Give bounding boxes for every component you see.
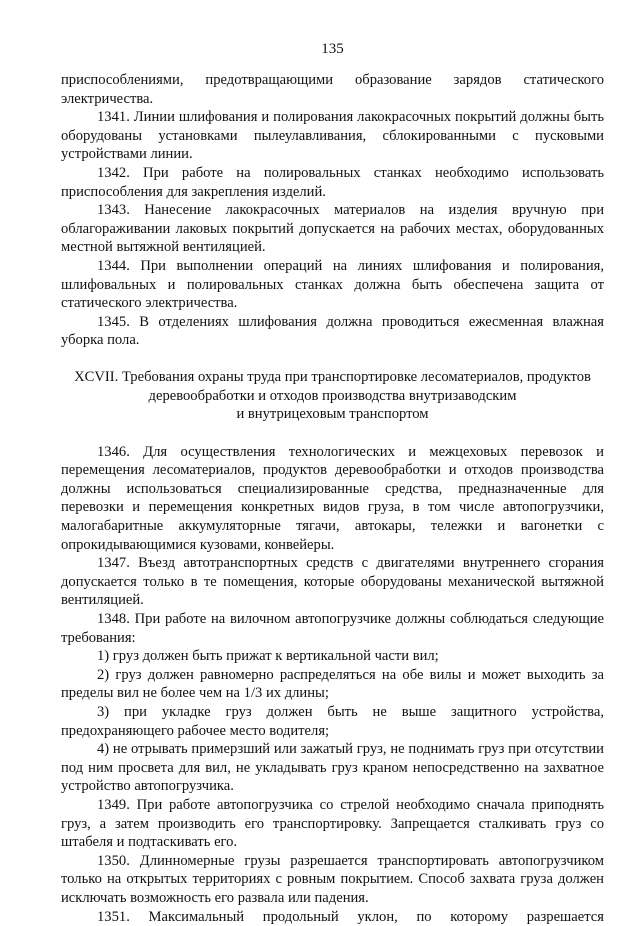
paragraph-1348-item-4: 4) не отрывать примерзший или зажатый груз, не поднимать груз при отсутствии под ним просвета для вил, не укладывать груз краном непосредственно на захватное устройство автопогрузчика. xyxy=(61,741,604,795)
paragraph-1345: 1345. В отделениях шлифования должна проводиться ежесменная влажная уборка пола. xyxy=(61,313,604,349)
paragraph-1341: 1341. Линии шлифования и полирования лакокрасочных покрытий должны быть оборудованы установками пылеулавливания, сблокированными с пусковыми устройствами линии. xyxy=(61,109,604,163)
paragraph-continuation: приспособлениями, предотвращающими образование зарядов статического электричества. xyxy=(61,72,604,107)
paragraph-1351: 1351. Максимальный продольный уклон, по которому разрешается xyxy=(97,908,604,925)
section-heading-line-2: деревообработки и отходов производства внутризаводским xyxy=(148,387,517,404)
paragraph-1347: 1347. Въезд автотранспортных средств с двигателями внутреннего сгорания допускается только в те помещения, которые оборудованы механической вытяжной вентиляцией. xyxy=(61,555,604,609)
section-heading-line-1: XCVII. Требования охраны труда при транспортировке лесоматериалов, продуктов xyxy=(74,368,591,385)
paragraph-1346: 1346. Для осуществления технологических и межцеховых перевозок и перемещения лесоматериалов, продуктов деревообработки и отходов производства должны использоваться специализированные средства, предназначенные для перевозки и перемещения конкретных видов груза, в том числе автопогрузчики, малогабаритные аккумуляторные тягачи, автокары, тележки и вагонетки с опрокидывающимися кузовами, конвейеры. xyxy=(61,443,604,553)
paragraph-1342: 1342. При работе на полировальных станках необходимо использовать приспособления для закрепления изделий. xyxy=(61,164,604,200)
paragraph-1349: 1349. При работе автопогрузчика со стрелой необходимо сначала приподнять груз, а затем производить его транспортировку. Запрещается сталкивать груз со штабеля и подтаскивать его. xyxy=(61,796,604,851)
paragraph-1350: 1350. Длинномерные грузы разрешается транспортировать автопогрузчиком только на открытых территориях с ровным покрытием. Способ захвата груза должен исключать возможность его развала или падения. xyxy=(61,852,604,906)
paragraph-1343: 1343. Нанесение лакокрасочных материалов на изделия вручную при облагораживании лаковых покрытий допускается на рабочих местах, оборудованных местной вытяжной вентиляцией. xyxy=(61,202,604,256)
paragraph-1344: 1344. При выполнении операций на линиях шлифования и полирования, шлифовальных и полировальных станках должна быть обеспечена защита от статического электричества. xyxy=(61,257,604,312)
paragraph-1348: 1348. При работе на вилочном автопогрузчике должны соблюдаться следующие требования: xyxy=(61,611,604,646)
page-number: 135 xyxy=(321,41,344,57)
paragraph-1348-item-3: 3) при укладке груз должен быть не выше защитного устройства, предохраняющего рабочее место водителя; xyxy=(61,704,604,739)
section-heading-line-3: и внутрицеховым транспортом xyxy=(236,406,429,423)
paragraph-1348-item-2: 2) груз должен равномерно распределяться на обе вилы и может выходить за пределы вил не более чем на 1/3 их длины; xyxy=(61,666,604,702)
section-heading xyxy=(61,368,604,424)
paragraph-1348-item-1: 1) груз должен быть прижат к вертикальной части вил; xyxy=(97,648,439,665)
